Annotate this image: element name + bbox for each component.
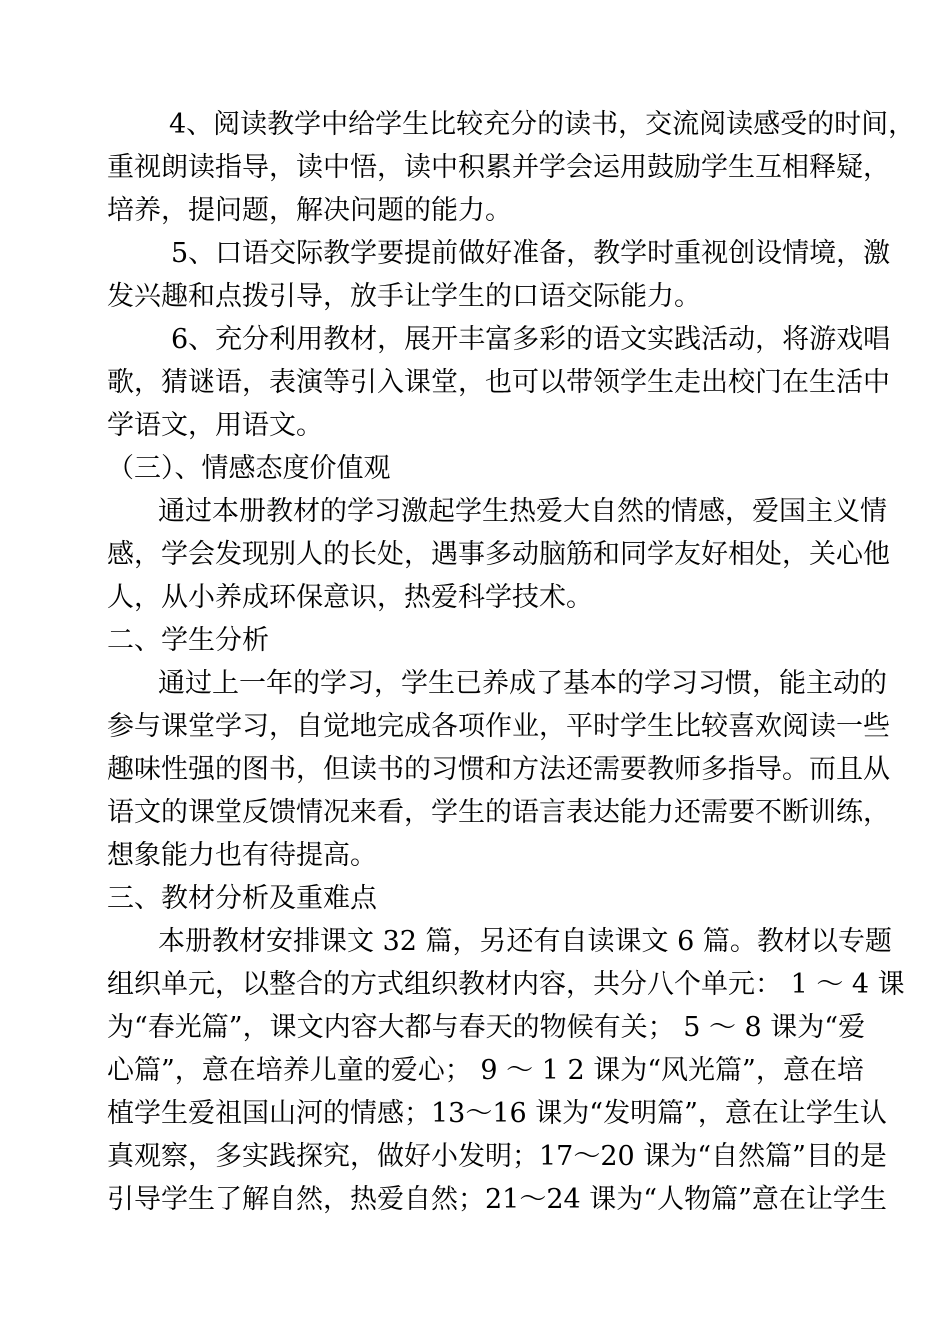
paragraph-line: 组织单元，以整合的方式组织教材内容，共分八个单元： 1 ～ 4 课 <box>107 969 905 1000</box>
paragraph-line: 植学生爱祖国山河的情感；13～16 课为“发明篇”，意在让学生认 <box>107 1098 887 1129</box>
section-heading: 二、学生分析 <box>107 625 269 656</box>
paragraph-line: 5、口语交际教学要提前做好准备，教学时重视创设情境，激 <box>171 238 891 269</box>
paragraph-line: 人，从小养成环保意识，热爱科学技术。 <box>107 582 593 613</box>
paragraph-line: 心篇”，意在培养儿童的爱心； 9 ～ 1 2 课为“风光篇”，意在培 <box>107 1055 864 1086</box>
section-heading: （三）、情感态度价值观 <box>107 453 391 484</box>
paragraph-line: 4、阅读教学中给学生比较充分的读书，交流阅读感受的时间， <box>169 109 916 140</box>
paragraph-line: 重视朗读指导，读中悟，读中积累并学会运用鼓励学生互相释疑， <box>107 152 890 183</box>
paragraph-line: 6、充分利用教材，展开丰富多彩的语文实践活动，将游戏唱 <box>171 324 891 355</box>
paragraph-line: 通过上一年的学习，学生已养成了基本的学习习惯，能主动的 <box>158 668 887 699</box>
paragraph-line: 语文的课堂反馈情况来看，学生的语言表达能力还需要不断训练， <box>107 797 890 828</box>
paragraph-line: 歌，猜谜语，表演等引入课堂，也可以带领学生走出校门在生活中 <box>107 367 890 398</box>
paragraph-line: 通过本册教材的学习激起学生热爱大自然的情感，爱国主义情 <box>158 496 887 527</box>
paragraph-line: 想象能力也有待提高。 <box>107 840 377 871</box>
paragraph-line: 感，学会发现别人的长处，遇事多动脑筋和同学友好相处，关心他 <box>107 539 890 570</box>
paragraph-line: 学语文，用语文。 <box>107 410 323 441</box>
paragraph-line: 趣味性强的图书，但读书的习惯和方法还需要教师多指导。而且从 <box>107 754 890 785</box>
paragraph-line: 本册教材安排课文 32 篇，另还有自读课文 6 篇。教材以专题 <box>158 926 892 957</box>
paragraph-line: 引导学生了解自然，热爱自然；21～24 课为“人物篇”意在让学生 <box>107 1184 887 1215</box>
paragraph-line: 参与课堂学习，自觉地完成各项作业，平时学生比较喜欢阅读一些 <box>107 711 890 742</box>
paragraph-line: 发兴趣和点拨引导，放手让学生的口语交际能力。 <box>107 281 701 312</box>
paragraph-line: 真观察，多实践探究，做好小发明；17～20 课为“自然篇”目的是 <box>107 1141 887 1172</box>
paragraph-line: 为“春光篇”，课文内容大都与春天的物候有关； 5 ～ 8 课为“爱 <box>107 1012 866 1043</box>
section-heading: 三、教材分析及重难点 <box>107 883 377 914</box>
paragraph-line: 培养，提问题，解决问题的能力。 <box>107 195 512 226</box>
